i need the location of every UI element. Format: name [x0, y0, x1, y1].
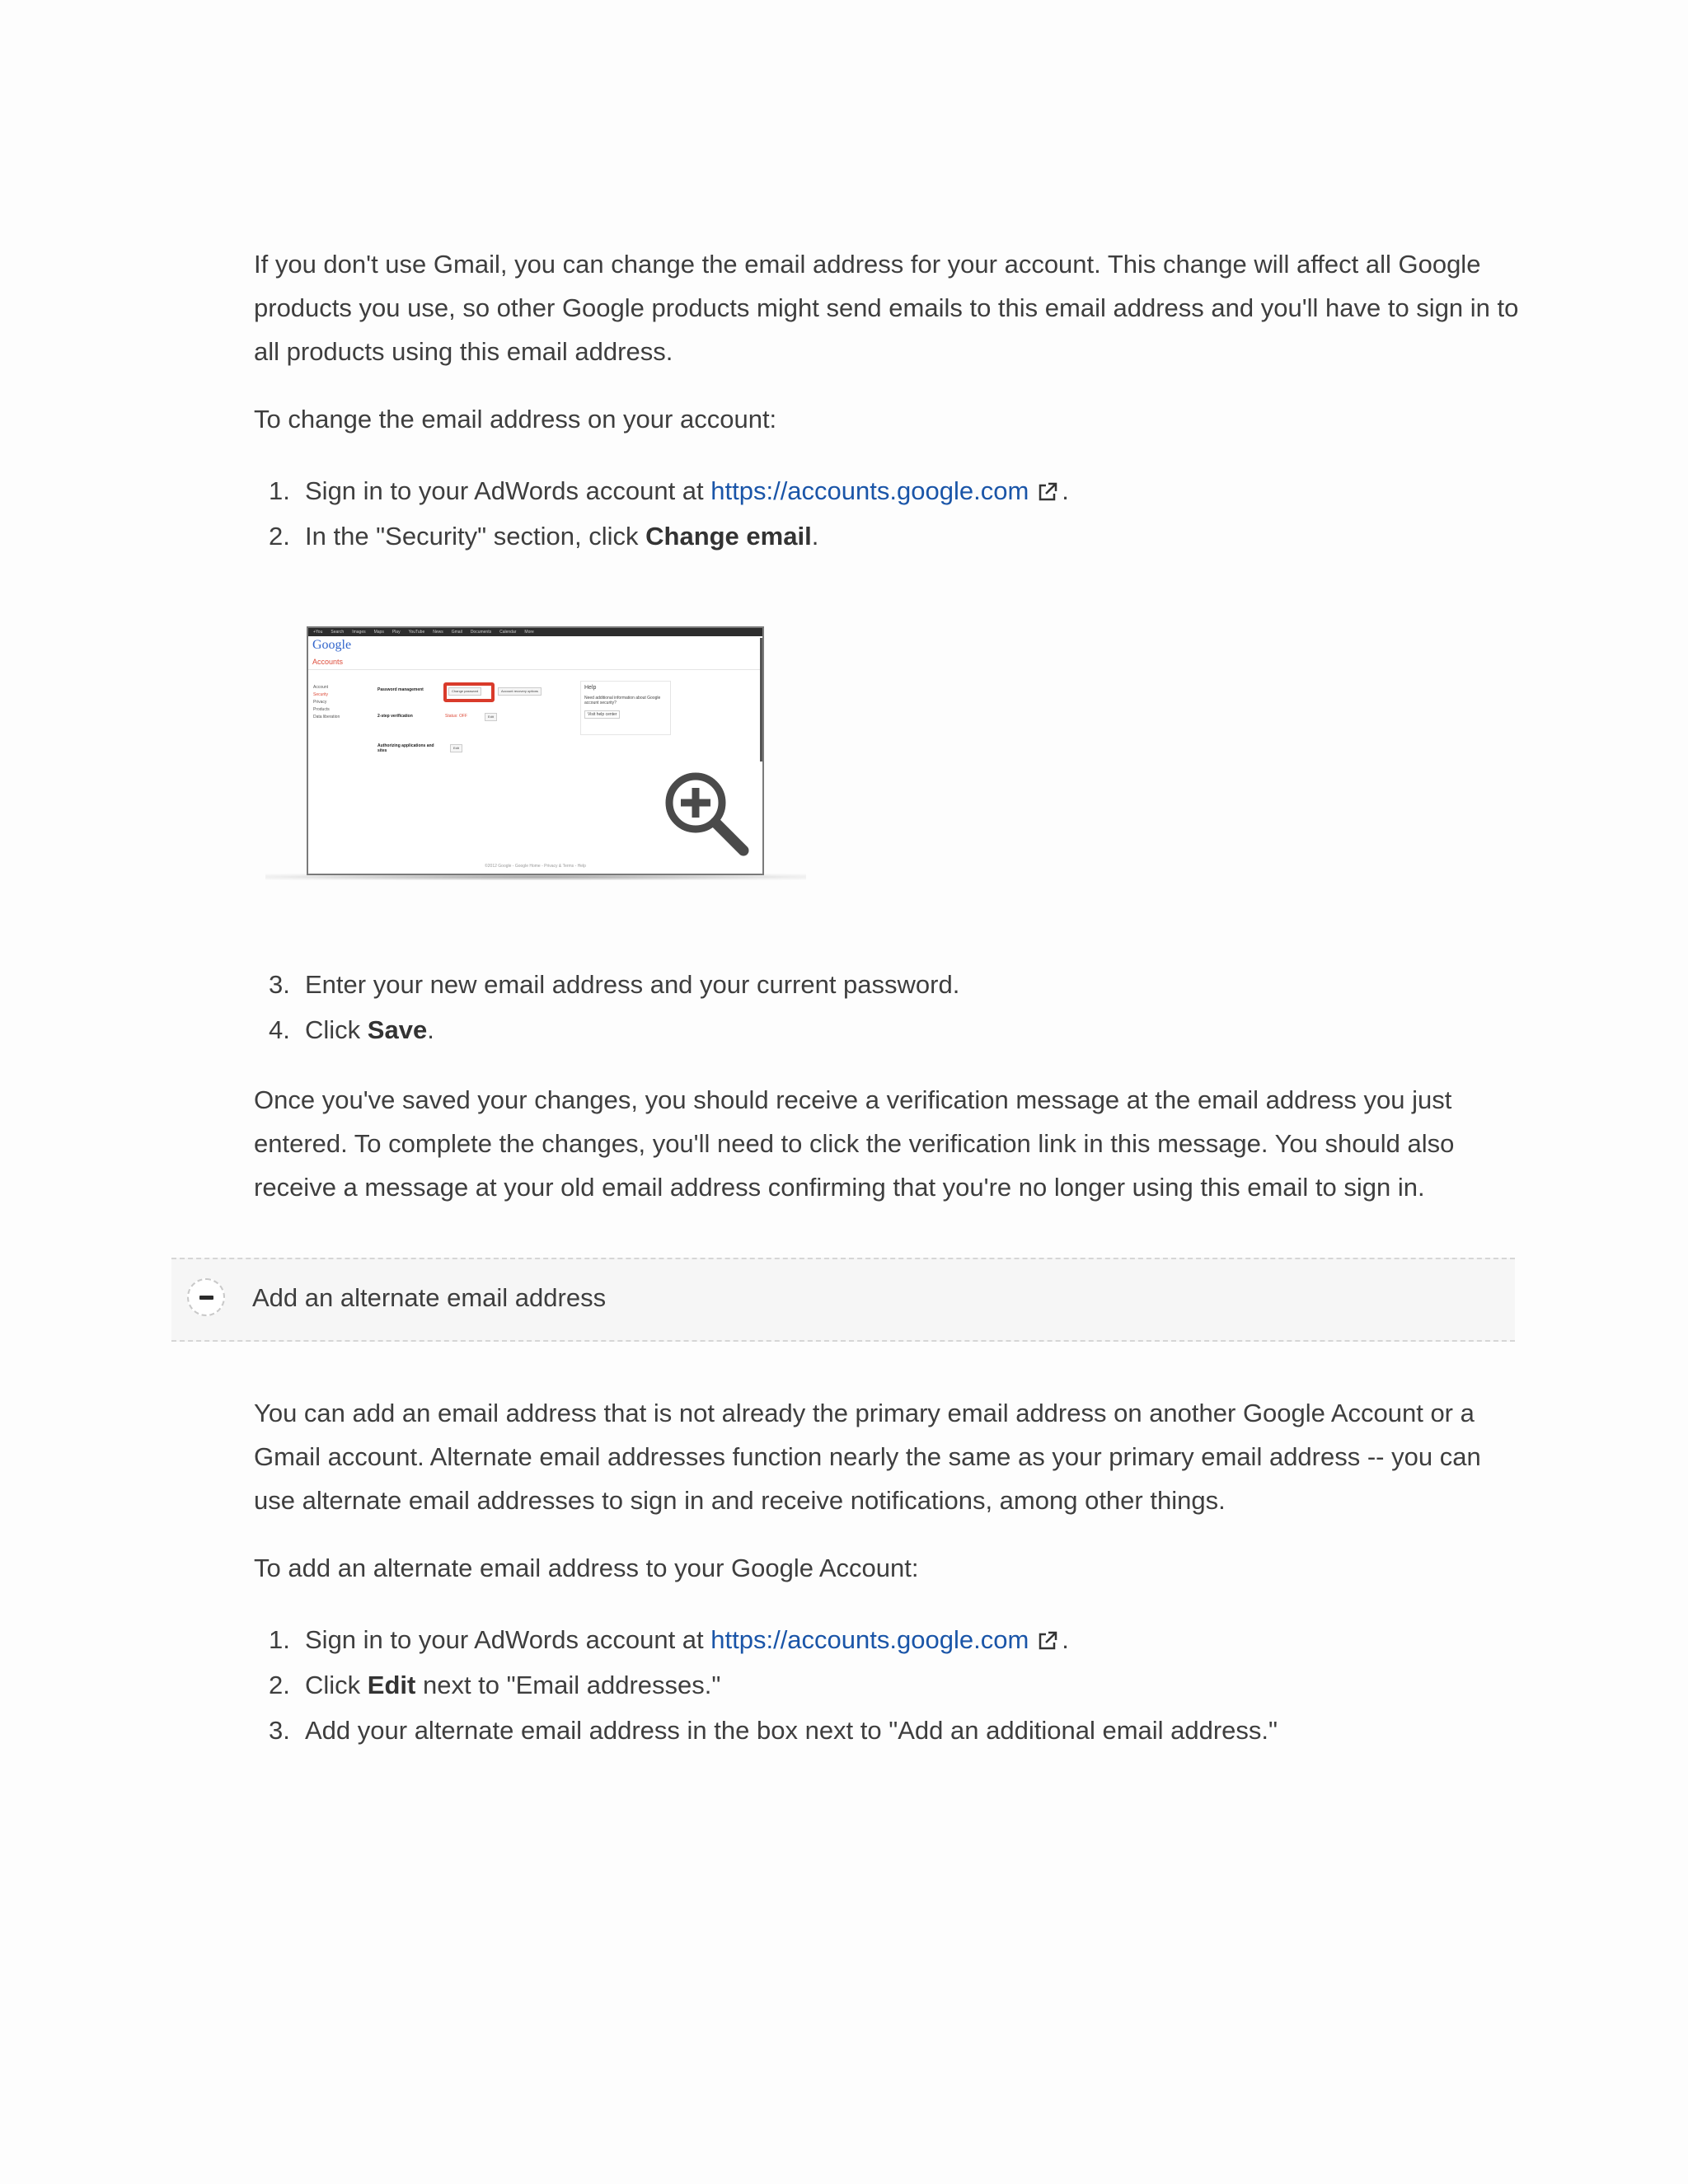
list-item: 1. Sign in to your AdWords account at https://accounts.google.com . [269, 1625, 1069, 1654]
list-item: 3. Enter your new email address and your current password. [269, 970, 960, 999]
collapse-icon[interactable] [187, 1278, 225, 1316]
accounts-link[interactable]: https://accounts.google.com [710, 1625, 1029, 1654]
external-link-icon [1037, 1630, 1058, 1652]
list-item: 1. Sign in to your AdWords account at https://accounts.google.com . [269, 476, 1069, 505]
change-email-lead: To change the email address on your account: [254, 405, 777, 434]
screenshot-frame: +You Search Images Maps Play YouTube News Gmail Documents Calendar More Google Accounts Account Security Privacy Products Data liberation Password management Change password Account recovery options 2-step verification Status: OFF Edit Authorizing applications and sites Edit Help Need additional information about Google account security? Visit help center ©2012 Google - Google Home - Privacy & Terms - Help [307, 626, 764, 875]
help-box: Help Need additional information about Google account security? Visit help center [580, 681, 671, 735]
divider [308, 669, 762, 670]
section-title: Add an alternate email address [252, 1283, 607, 1312]
scrollbar [760, 638, 762, 762]
minus-icon [199, 1296, 213, 1300]
change-email-steps [254, 468, 1540, 559]
alternate-email-steps [254, 1617, 1540, 1753]
alternate-paragraph: You can add an email address that is not already the primary email address on another Google Account or a Gmail account. Alternate email addresses function nearly the same as your primary email address -- you can use alternate email addresses to sign in and receive notifications, among other things. [254, 1399, 1481, 1515]
accounts-link[interactable]: https://accounts.google.com [710, 476, 1029, 505]
google-logo: Google [312, 638, 352, 652]
highlight-box [443, 682, 495, 702]
verification-paragraph: Once you've saved your changes, you should receive a verification message at the email address you just entered. To complete the changes, you'll need to click the verification link in this message. You should also receive a message at your old email address confirming that you're no longer using this email to sign in. [254, 1085, 1455, 1202]
zoom-in-icon[interactable] [661, 768, 752, 859]
change-email-steps-continued [254, 962, 1540, 1052]
external-link-icon [1037, 481, 1058, 503]
intro-paragraph: If you don't use Gmail, you can change the email address for your account. This change will affect all Google products you use, so other Google products might send emails to this email address and you'll have to sign in to all products using this email address. [254, 250, 1519, 366]
list-item: 2. In the "Security" section, click Change email. [269, 522, 819, 551]
list-item: 3. Add your alternate email address in the box next to "Add an additional email address." [269, 1716, 1278, 1745]
list-item: 4. Click Save. [269, 1015, 434, 1044]
screenshot-footer: ©2012 Google - Google Home - Privacy & Terms - Help [485, 864, 586, 869]
security-settings-screenshot[interactable] [265, 626, 806, 882]
screenshot-nav: Account Security Privacy Products Data liberation [313, 685, 340, 719]
list-item: 2. Click Edit next to "Email addresses." [269, 1671, 721, 1699]
alternate-email-lead: To add an alternate email address to your Google Account: [254, 1554, 919, 1582]
alternate-email-section-header[interactable] [171, 1258, 1515, 1342]
screenshot-top-bar: +You Search Images Maps Play YouTube News Gmail Documents Calendar More [308, 628, 762, 636]
accounts-heading: Accounts [312, 658, 344, 666]
